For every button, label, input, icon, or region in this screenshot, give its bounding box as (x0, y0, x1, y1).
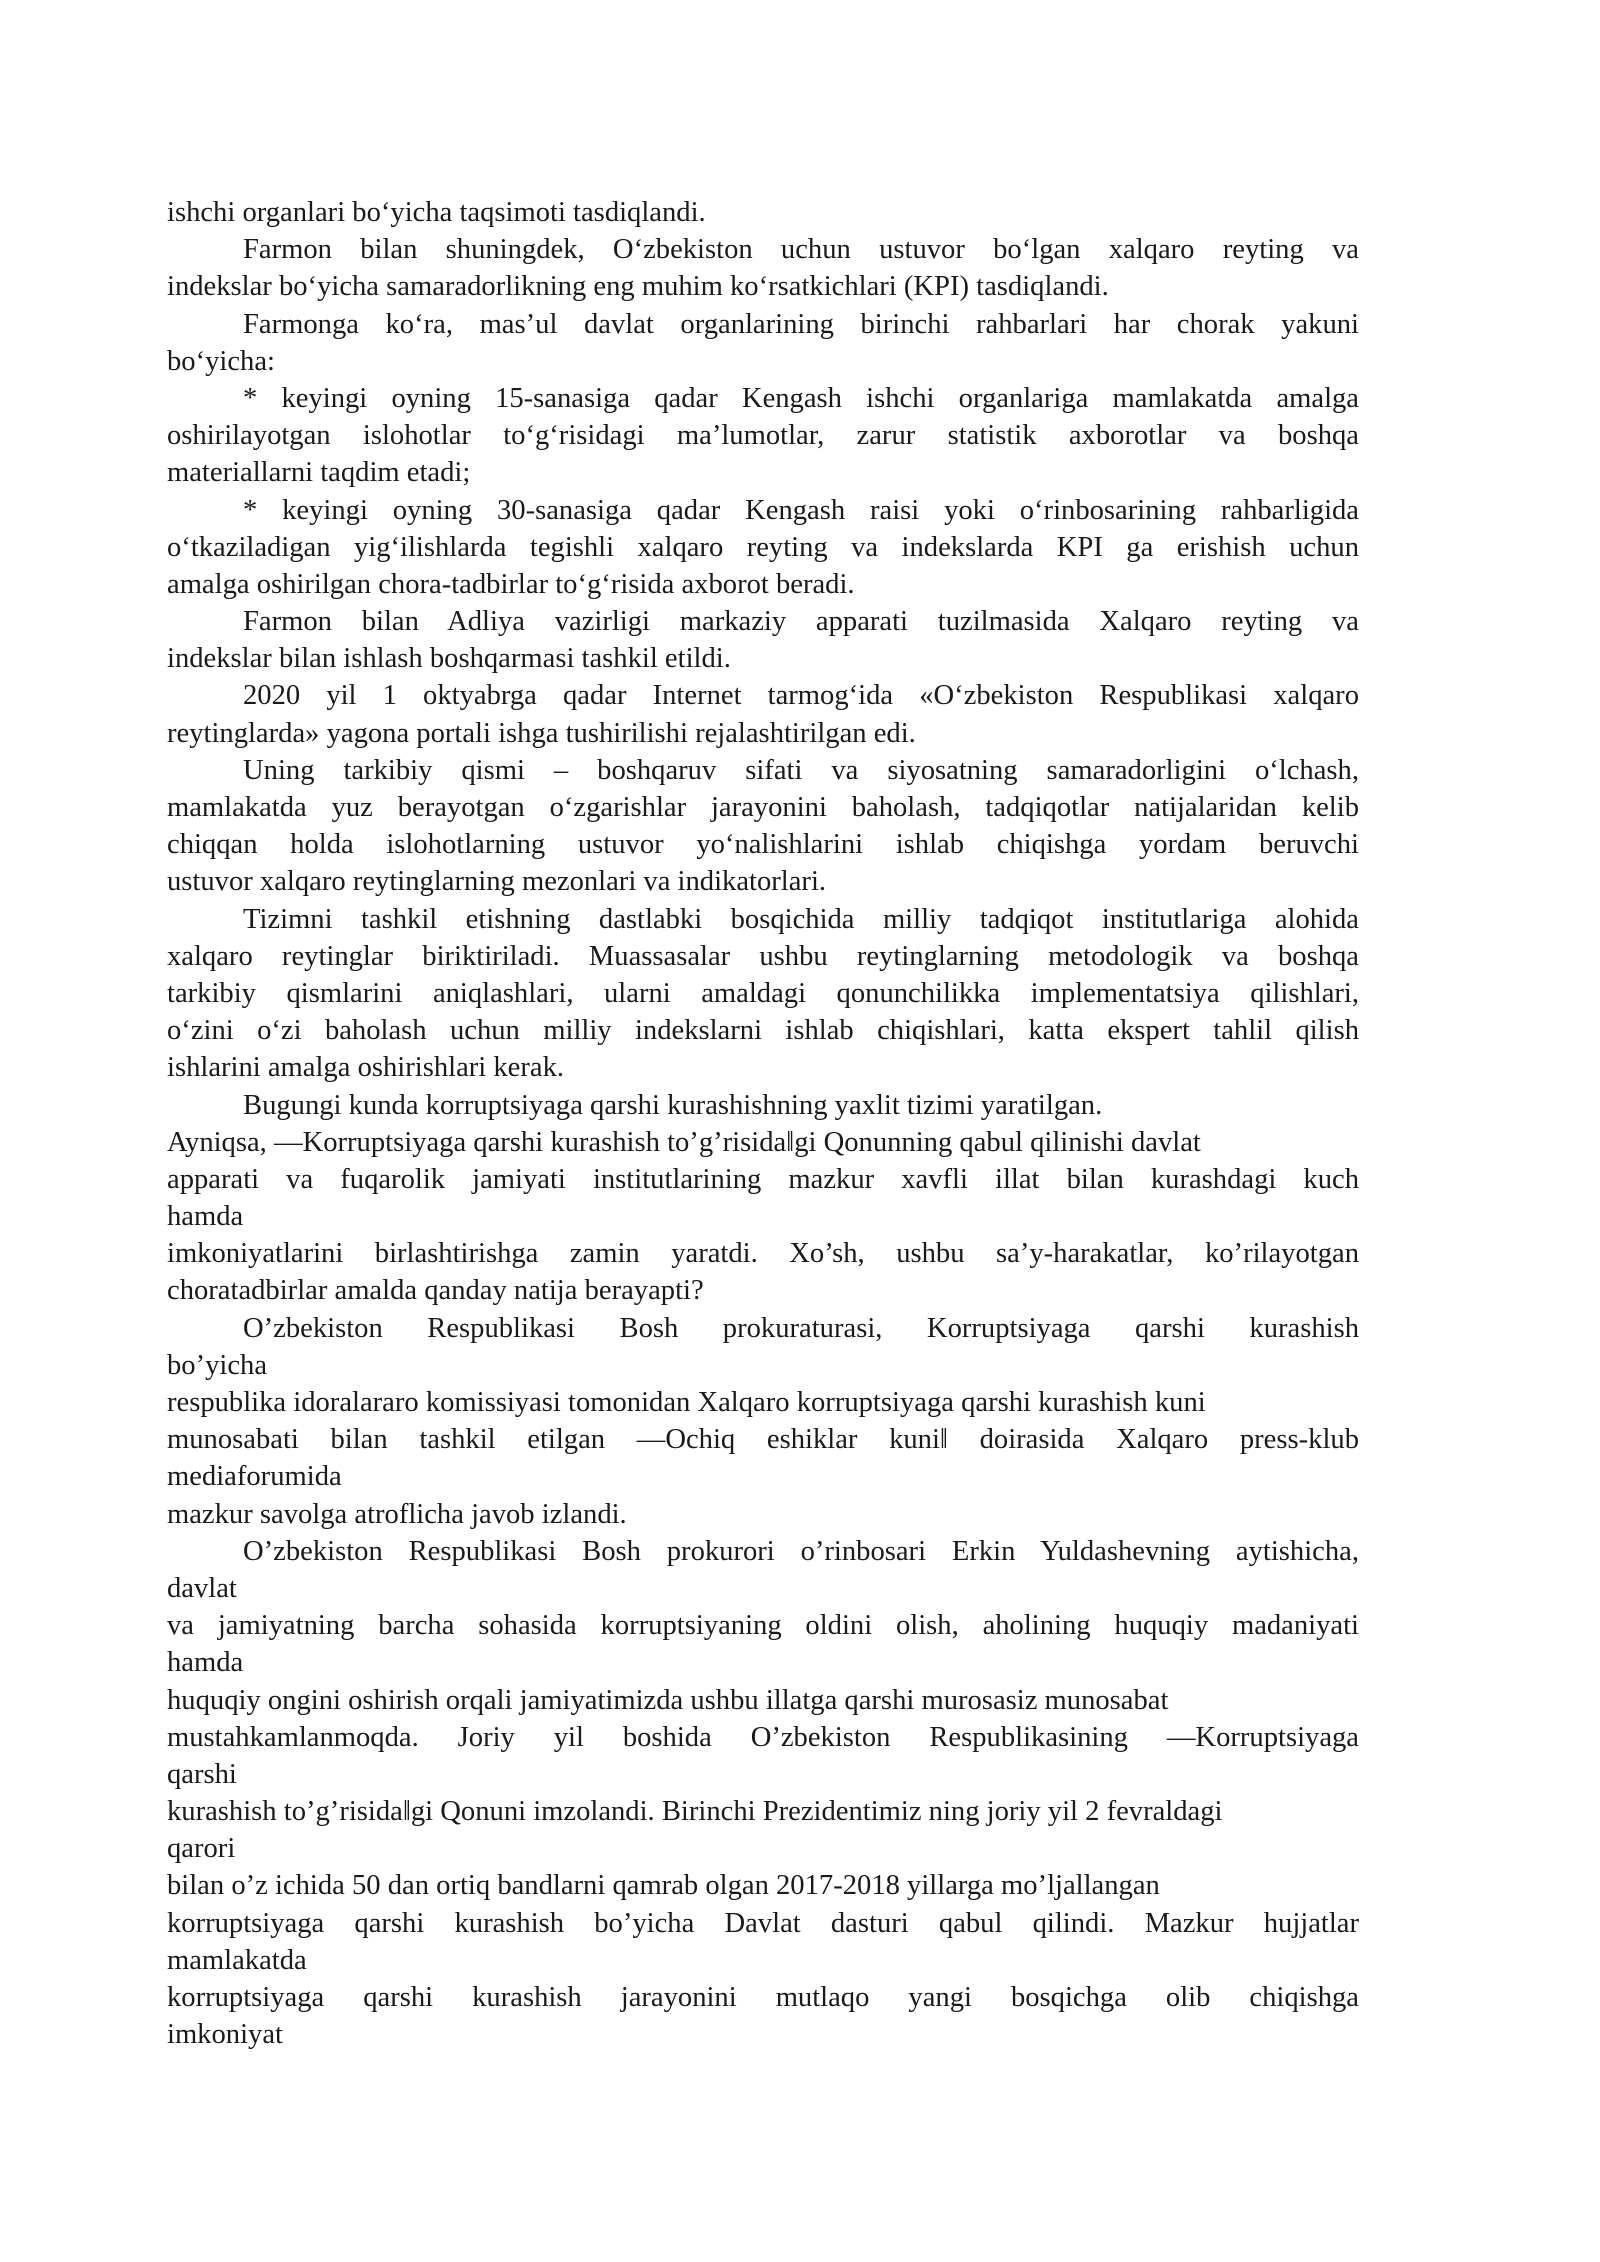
text-line: imkoniyatlarini birlashtirishga zamin yaratdi. Xo’sh, ushbu sa’y-harakatlar, ko’rilayotgan (167, 1238, 1359, 1270)
document-body (167, 194, 1359, 2053)
paragraph-first-line: Farmon bilan Adliya vazirligi markaziy apparati tuzilmasida Xalqaro reyting va (243, 606, 1359, 638)
text-line: hamda (167, 1201, 244, 1233)
text-line: tarkibiy qismlarini aniqlashlari, ularni amaldagi qonunchilikka implementatsiya qilishlari, (167, 977, 1359, 1009)
text-line: munosabati bilan tashkil etilgan ―Ochiq eshiklar kuni‖ doirasida Xalqaro press-klub (167, 1424, 1359, 1456)
text-line: Ayniqsa, ―Korruptsiyaga qarshi kurashish to’g’risida‖gi Qonunning qabul qilinishi davlat (167, 1126, 1201, 1158)
paragraph-first-line: * keyingi oyning 15-sanasiga qadar Kengash ishchi organlariga mamlakatda amalga (243, 382, 1359, 414)
text-line: imkoniyat (167, 2019, 283, 2051)
paragraph-first-line: O’zbekiston Respublikasi Bosh prokurori o’rinbosari Erkin Yuldashevning aytishicha, (243, 1535, 1359, 1567)
text-line: korruptsiyaga qarshi kurashish jarayonini mutlaqo yangi bosqichga olib chiqishga (167, 1982, 1359, 2013)
paragraph-first-line: Bugungi kunda korruptsiyaga qarshi kurashishning yaxlit tizimi yaratilgan. (243, 1089, 1103, 1121)
paragraph-first-line: * keyingi oyning 30-sanasiga qadar Kengash raisi yoki o‘rinbosarining rahbarligida (243, 494, 1359, 526)
text-line: o‘zini o‘zi baholash uchun milliy indekslarni ishlab chiqishlari, katta ekspert tahlil qilish (167, 1015, 1359, 1047)
paragraph-first-line: Uning tarkibiy qismi – boshqaruv sifati va siyosatning samaradorligini o‘lchash, (243, 754, 1359, 786)
paragraph-first-line: Farmon bilan shuningdek, O‘zbekiston uchun ustuvor bo‘lgan xalqaro reyting va (243, 234, 1359, 266)
text-line: chiqqan holda islohotlarning ustuvor yo‘nalishlarini ishlab chiqishga yordam beruvchi (167, 829, 1359, 861)
text-line: indekslar bo‘yicha samaradorlikning eng muhim ko‘rsatkichlari (KPI) tasdiqlandi. (167, 271, 1109, 303)
text-line: ishchi organlari bo‘yicha taqsimoti tasdiqlandi. (167, 197, 706, 228)
text-line: reytinglarda» yagona portali ishga tushirilishi rejalashtirilgan edi. (167, 717, 916, 749)
text-line: oshirilayotgan islohotlar to‘g‘risidagi ma’lumotlar, zarur statistik axborotlar va boshqa (167, 420, 1359, 452)
text-line: mazkur savolga atroflicha javob izlandi. (167, 1498, 627, 1530)
text-line: ishlarini amalga oshirishlari kerak. (167, 1052, 565, 1084)
text-line: indekslar bilan ishlash boshqarmasi tashkil etildi. (167, 643, 731, 675)
text-line: respublika idoralararo komissiyasi tomonidan Xalqaro korruptsiyaga qarshi kurashish kuni (167, 1387, 1206, 1418)
text-line: o‘tkaziladigan yig‘ilishlarda tegishli xalqaro reyting va indekslarda KPI ga erishish uchun (167, 531, 1359, 563)
paragraph-first-line: O’zbekiston Respublikasi Bosh prokuraturasi, Korruptsiyaga qarshi kurashish (243, 1312, 1359, 1344)
text-line: amalga oshirilgan chora-tadbirlar to‘g‘risida axborot beradi. (167, 568, 855, 600)
text-line: qarshi (167, 1758, 237, 1790)
paragraph-first-line: Tizimni tashkil etishning dastlabki bosqichida milliy tadqiqot institutlariga alohida (243, 903, 1359, 935)
text-line: bo’yicha (167, 1349, 268, 1381)
text-line: hamda (167, 1647, 244, 1679)
text-line: mediaforumida (167, 1461, 342, 1493)
text-line: qarori (167, 1833, 236, 1865)
text-line: davlat (167, 1572, 237, 1604)
text-line: apparati va fuqarolik jamiyati institutlarining mazkur xavfli illat bilan kurashdagi kuch (167, 1163, 1359, 1195)
text-line: va jamiyatning barcha sohasida korruptsiyaning oldini olish, aholining huquqiy madaniyati (167, 1610, 1359, 1642)
paragraph-first-line: Farmonga ko‘ra, mas’ul davlat organlarining birinchi rahbarlari har chorak yakuni (243, 308, 1359, 340)
text-line: ustuvor xalqaro reytinglarning mezonlari va indikatorlari. (167, 866, 827, 898)
text-line: kurashish to’g’risida‖gi Qonuni imzolandi. Birinchi Prezidentimiz ning joriy yil 2 fevraldagi (167, 1796, 1223, 1828)
text-line: mamlakatda yuz berayotgan o‘zgarishlar jarayonini baholash, tadqiqotlar natijalaridan kelib (167, 792, 1359, 823)
text-line: huquqiy ongini oshirish orqali jamiyatimizda ushbu illatga qarshi murosasiz munosabat (167, 1684, 1169, 1716)
paragraph-first-line: 2020 yil 1 oktyabrga qadar Internet tarmog‘ida «O‘zbekiston Respublikasi xalqaro (243, 680, 1359, 712)
text-line: bo‘yicha: (167, 345, 275, 377)
text-line: choratadbirlar amalda qanday natija berayapti? (167, 1275, 704, 1307)
text-line: materiallarni taqdim etadi; (167, 457, 471, 489)
text-line: mamlakatda (167, 1944, 307, 1976)
text-line: xalqaro reytinglar biriktiriladi. Muassasalar ushbu reytinglarning metodologik va boshqa (167, 940, 1359, 972)
text-line: bilan o’z ichida 50 dan ortiq bandlarni qamrab olgan 2017-2018 yillarga mo’ljallangan (167, 1870, 1160, 1902)
text-line: korruptsiyaga qarshi kurashish bo’yicha Davlat dasturi qabul qilindi. Mazkur hujjatlar (167, 1907, 1359, 1939)
text-line: mustahkamlanmoqda. Joriy yil boshida O’zbekiston Respublikasining ―Korruptsiyaga (167, 1721, 1359, 1753)
